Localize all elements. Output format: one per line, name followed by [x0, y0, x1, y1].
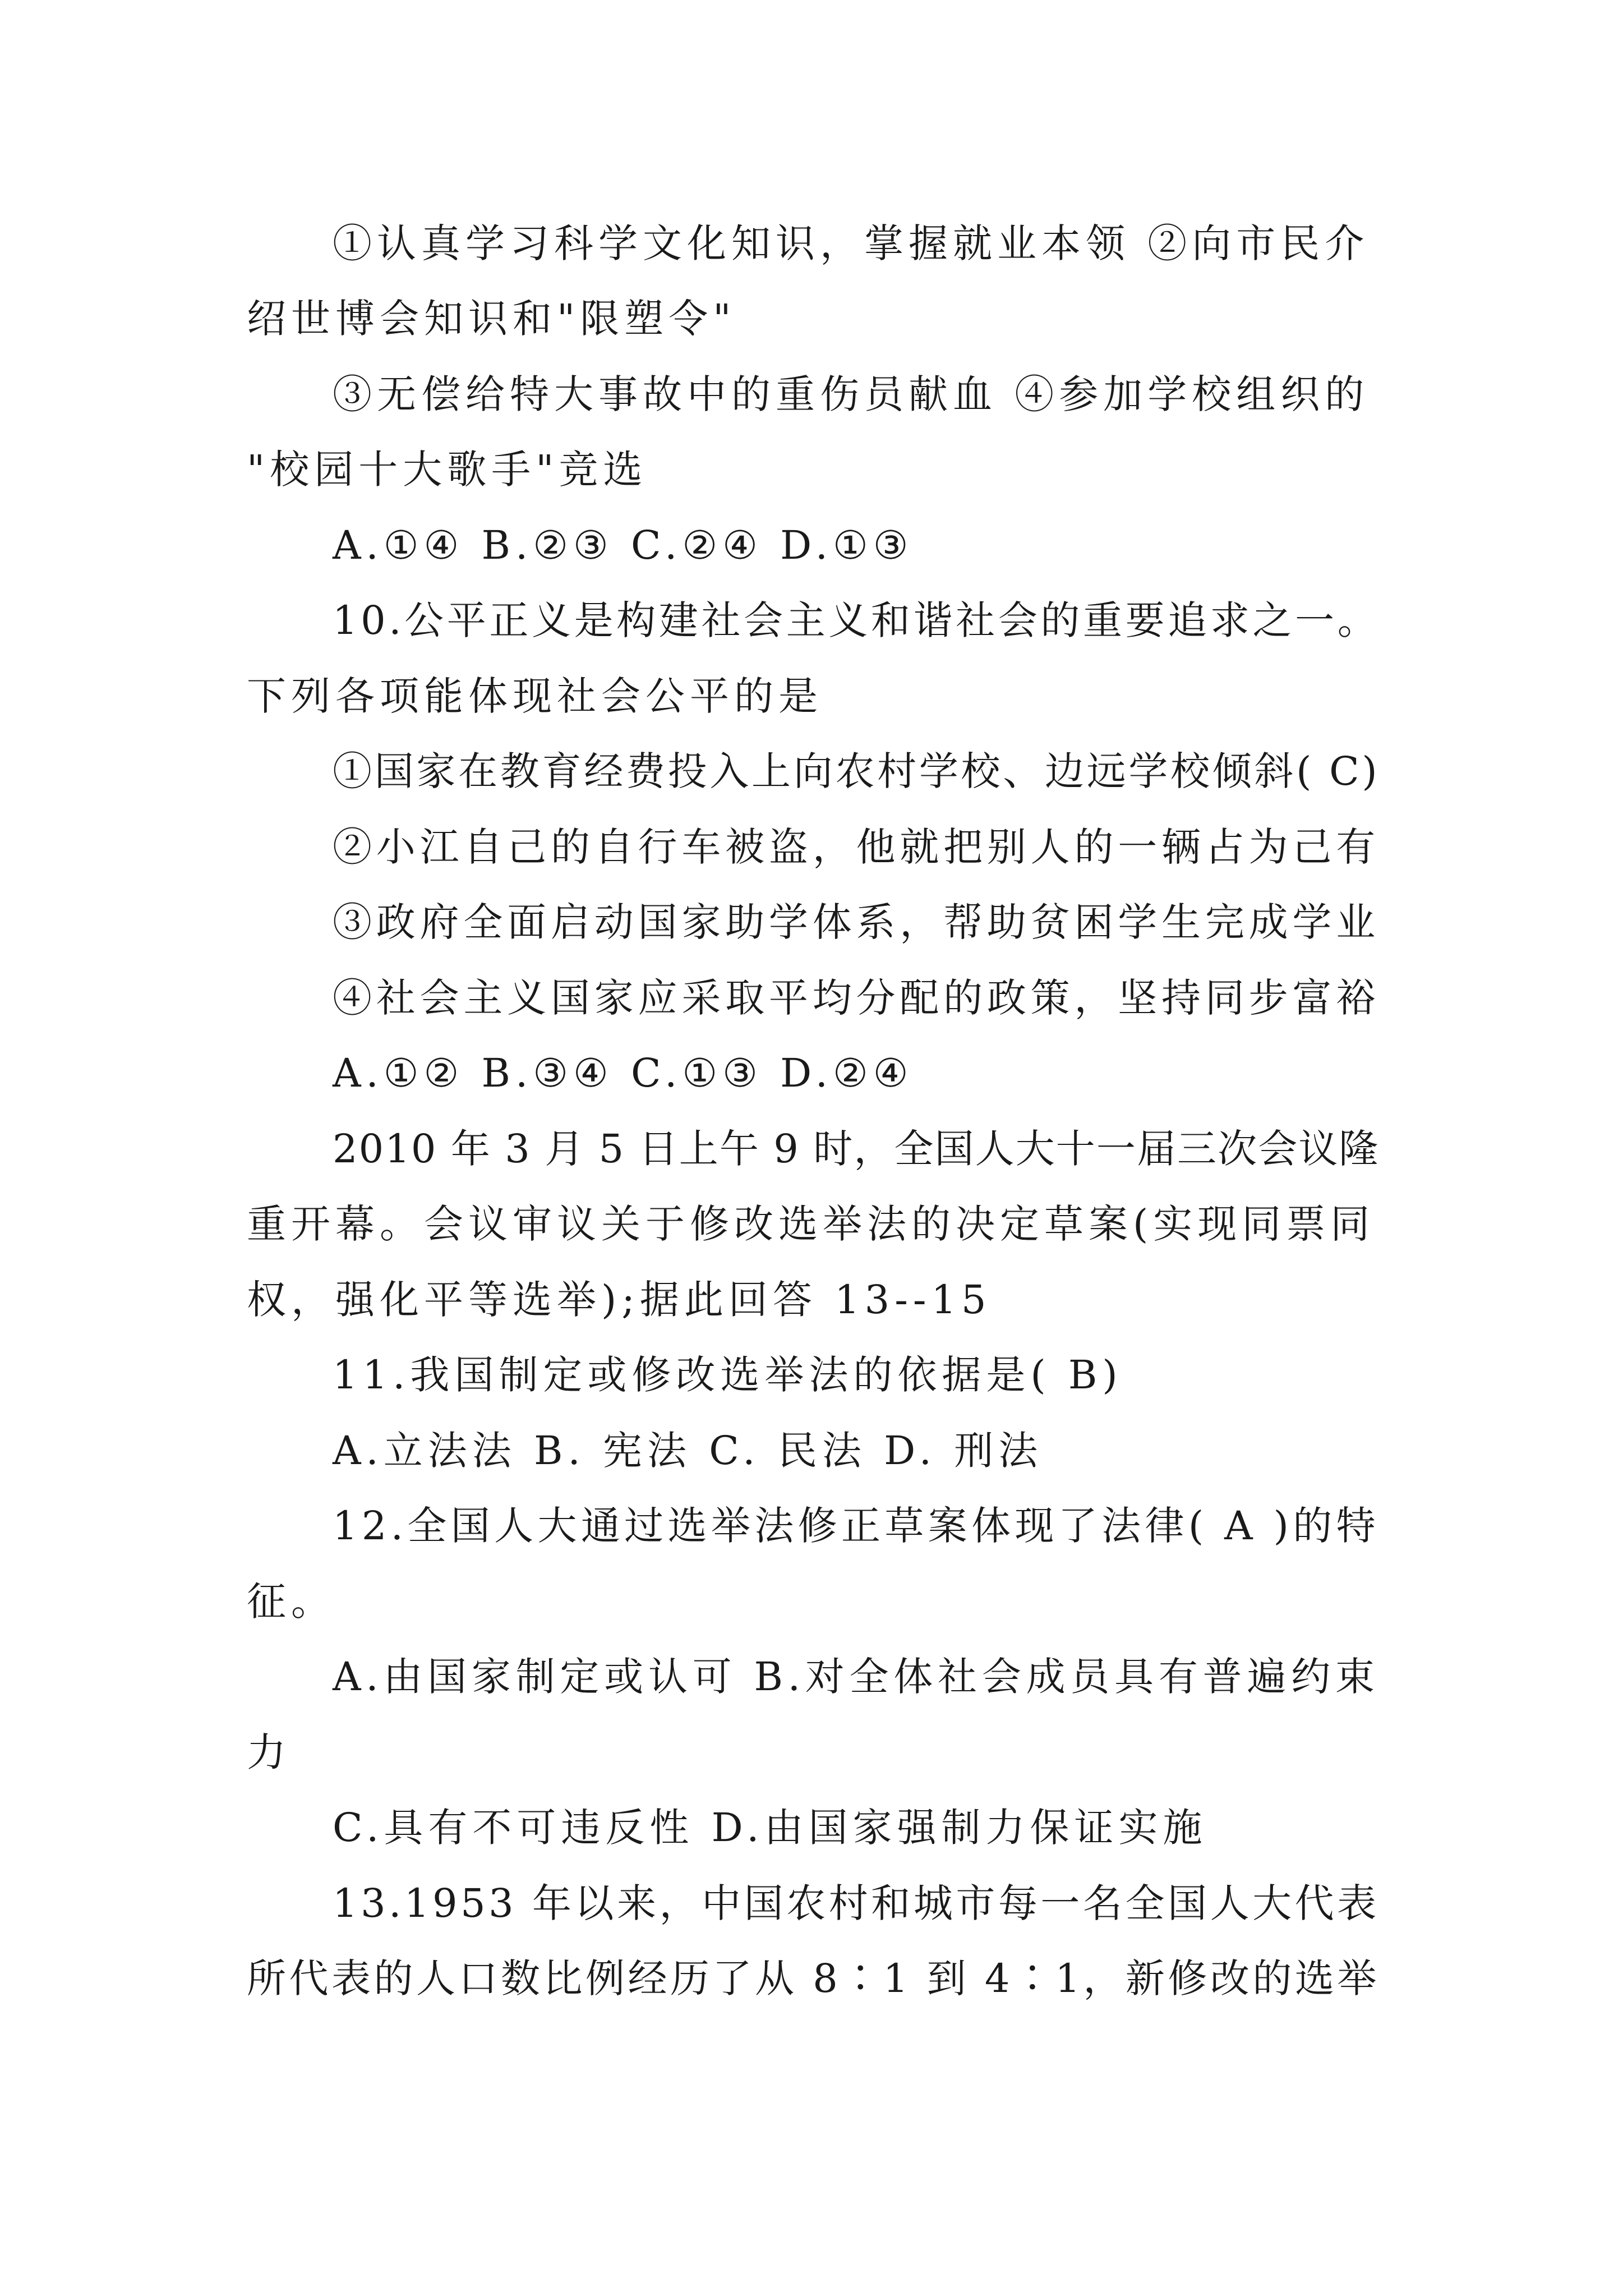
- text-line-21: 力: [247, 1729, 291, 1775]
- text-line-1: ①认真学习科学文化知识，掌握就业本领 ②向市民介: [333, 220, 1370, 266]
- text-line-7: 下列各项能体现社会公平的是: [247, 673, 823, 719]
- text-line-2: 绍世博会知识和"限塑令": [247, 296, 736, 342]
- text-line-5: A.①④ B.②③ C.②④ D.①③: [333, 522, 914, 568]
- question-11: 11.我国制定或修改选举法的依据是( B): [333, 1352, 1123, 1398]
- text-line-22: C.具有不可违反性 D.由国家强制力保证实施: [333, 1805, 1207, 1851]
- question-13: 13.1953 年以来，中国农村和城市每一名全国人大代表: [333, 1880, 1380, 1926]
- text-line-3: ③无偿给特大事故中的重伤员献血 ④参加学校组织的: [333, 371, 1370, 417]
- question-10: 10.公平正义是构建社会主义和谐社会的重要追求之一。: [333, 597, 1380, 643]
- text-line-4: "校园十大歌手"竞选: [247, 447, 648, 493]
- text-line-11: ④社会主义国家应采取平均分配的政策，坚持同步富裕: [333, 975, 1380, 1021]
- text-line-19: 征。: [247, 1579, 335, 1625]
- text-line-10: ③政府全面启动国家助学体系，帮助贫困学生完成学业: [333, 899, 1380, 945]
- text-line-8: ①国家在教育经费投入上向农村学校、边远学校倾斜( C): [333, 748, 1380, 794]
- text-line-20: A.由国家制定或认可 B.对全体社会成员具有普遍约束: [333, 1654, 1380, 1700]
- text-line-12: A.①② B.③④ C.①③ D.②④: [333, 1050, 914, 1096]
- text-line-13: 2010 年 3 月 5 日上午 9 时，全国人大十一届三次会议隆: [333, 1126, 1380, 1172]
- text-line-24: 所代表的人口数比例经历了从 8∶1 到 4∶1，新修改的选举: [247, 1955, 1380, 2001]
- question-12: 12.全国人大通过选举法修正草案体现了法律( A )的特: [333, 1503, 1380, 1549]
- text-line-15: 权，强化平等选举);据此回答 13--15: [247, 1277, 992, 1323]
- text-line-14: 重开幕。会议审议关于修改选举法的决定草案(实现同票同: [247, 1201, 1375, 1247]
- text-line-9: ②小江自己的自行车被盗，他就把别人的一辆占为己有: [333, 824, 1380, 870]
- text-line-17: A.立法法 B. 宪法 C. 民法 D. 刑法: [333, 1428, 1043, 1474]
